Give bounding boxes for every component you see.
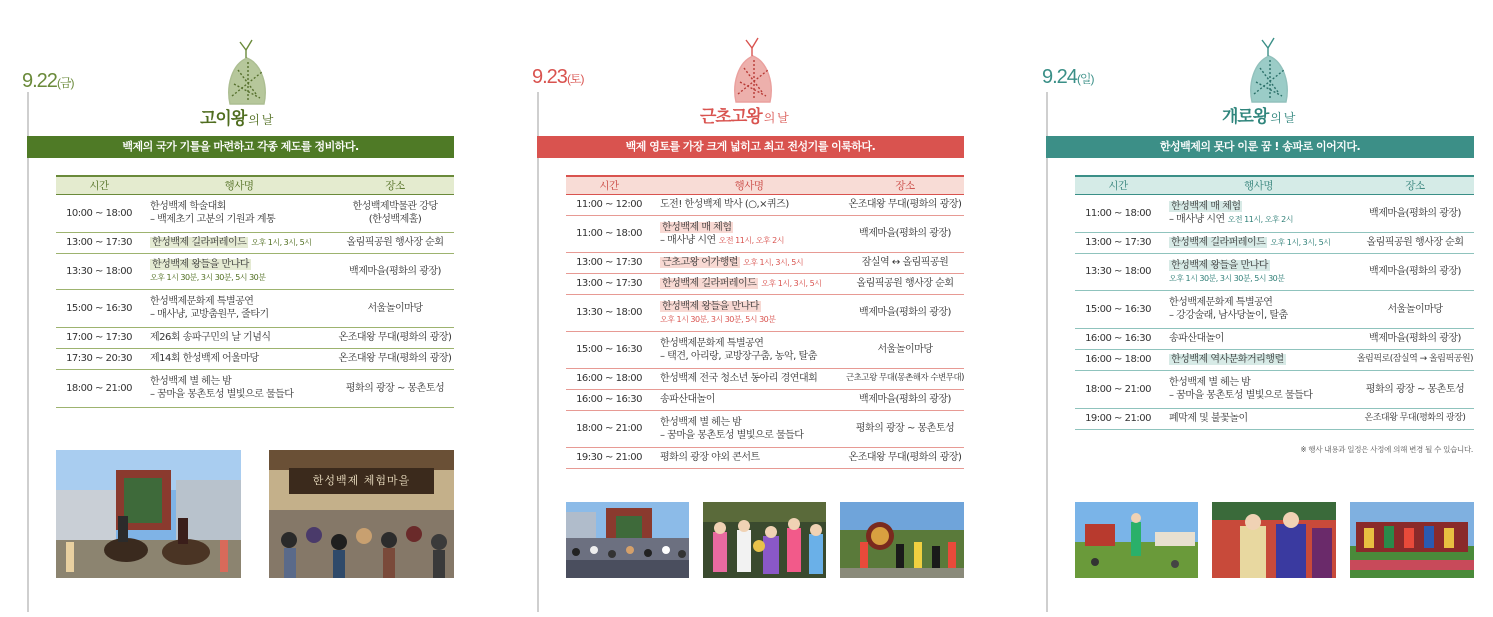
date-label: 9.22(금)	[22, 70, 74, 92]
date-label: 9.24(일)	[1042, 66, 1094, 88]
theme-banner: 한성백제의 못다 이룬 꿈 ! 송파로 이어지다.	[1046, 136, 1474, 158]
day-panel-2	[510, 0, 990, 617]
photo-parade-float	[1350, 502, 1474, 578]
header-place: 장소	[336, 176, 454, 194]
table-row: 13:30 ~ 18:00 한성백제 왕들을 만나다 오후 1시 30분, 3시 30분, 5시 30분 백제마을(평화의 광장)	[56, 253, 454, 289]
schedule-table	[1075, 175, 1474, 430]
photo-drum-parade	[840, 502, 964, 578]
photo-king-costume	[1212, 502, 1336, 578]
panel-rule	[27, 92, 29, 612]
photo-experience-village	[269, 450, 454, 578]
king-title: 고이왕 의 날	[200, 109, 273, 129]
photo-performer	[1075, 502, 1198, 578]
table-row: 18:00 ~ 21:00 한성백제 별 헤는 밤 – 꿈마을 몽촌토성 별빛으로 물들다 평화의 광장 ~ 몽촌토성	[56, 369, 454, 407]
table-row: 11:00 ~ 18:00 한성백제 매 체험 – 매사냥 시연 오전 11시, 오후 2시 백제마을(평화의 광장)	[566, 215, 964, 252]
theme-banner: 백제 영토를 가장 크게 넓히고 최고 전성기를 이룩하다.	[537, 136, 964, 158]
photo-dancers	[703, 502, 826, 578]
table-row: 11:00 ~ 18:00 한성백제 매 체험 – 매사냥 시연 오전 11시, 오후 2시 백제마을(평화의 광장)	[1075, 194, 1474, 232]
table-row: 13:00 ~ 17:30 한성백제 길라퍼레이드 오후 1시, 3시, 5시 올림픽공원 행사장 순회	[1075, 232, 1474, 253]
theme-banner: 백제의 국가 기틀을 마련하고 각종 제도를 정비하다.	[27, 136, 454, 158]
header-time: 시간	[566, 176, 652, 194]
table-row: 16:00 ~ 18:00 한성백제 역사문화거리행렬 올림픽로(잠실역 → 올림픽공원)	[1075, 349, 1474, 370]
king-title: 근초고왕 의 날	[700, 107, 788, 127]
header-place: 장소	[1356, 176, 1474, 194]
table-row: 13:00 ~ 17:30 한성백제 길라퍼레이드 오후 1시, 3시, 5시 올림픽공원 행사장 순회	[56, 232, 454, 253]
table-row: 13:00 ~ 17:30 근초고왕 어가행렬 오후 1시, 3시, 5시 잠실역 ↔ 올림픽공원	[566, 252, 964, 273]
table-row: 18:00 ~ 21:00 한성백제 별 헤는 밤 – 꿈마을 몽촌토성 별빛으로 물들다 평화의 광장 ~ 몽촌토성	[1075, 370, 1474, 408]
day-panel-1	[0, 0, 480, 617]
table-row: 17:30 ~ 20:30 제14회 한성백제 어울마당 온조대왕 무대(평화의 광장)	[56, 348, 454, 369]
header-event: 행사명	[1161, 176, 1356, 194]
photo-crowd-gate	[566, 502, 689, 578]
header-event: 행사명	[142, 176, 336, 194]
header-time: 시간	[1075, 176, 1161, 194]
table-row: 19:30 ~ 21:00 평화의 광장 야외 콘서트 온조대왕 무대(평화의 광장)	[566, 447, 964, 468]
table-row: 17:00 ~ 17:30 제26회 송파구민의 날 기념식 온조대왕 무대(평화의 광장)	[56, 327, 454, 348]
panel-rule	[1046, 92, 1048, 612]
table-row: 11:00 ~ 12:00 도전! 한성백제 박사 (○,×퀴즈) 온조대왕 무대(평화의 광장)	[566, 194, 964, 215]
king-title: 개로왕 의 날	[1222, 107, 1295, 127]
photo-horse-riders	[56, 450, 241, 578]
king-crown-icon	[724, 34, 782, 104]
table-row: 16:00 ~ 16:30 송파산대놀이 백제마을(평화의 광장)	[566, 389, 964, 410]
panel-rule	[537, 92, 539, 612]
table-row: 15:00 ~ 16:30 한성백제문화제 특별공연 – 강강술래, 남사당놀이, 탈춤 서울놀이마당	[1075, 290, 1474, 328]
schedule-table	[566, 175, 964, 469]
table-row: 15:00 ~ 16:30 한성백제문화제 특별공연 – 택견, 아리랑, 교방장구춤, 농악, 탈춤 서울놀이마당	[566, 331, 964, 368]
village-sign: 한성백제 체험마을	[312, 474, 411, 487]
table-row: 16:00 ~ 18:00 한성백제 전국 청소년 동아리 경연대회 근초고왕 무대(몽촌해자 수변무대)	[566, 368, 964, 389]
table-row: 15:00 ~ 16:30 한성백제문화제 특별공연 – 매사냥, 교방춤원무, 줄타기 서울놀이마당	[56, 289, 454, 327]
header-place: 장소	[846, 176, 964, 194]
table-row: 13:30 ~ 18:00 한성백제 왕들을 만나다 오후 1시 30분, 3시 30분, 5시 30분 백제마을(평화의 광장)	[1075, 253, 1474, 290]
day-panel-3	[1020, 0, 1493, 617]
table-row: 19:00 ~ 21:00 폐막제 및 불꽃놀이 온조대왕 무대(평화의 광장)	[1075, 408, 1474, 429]
table-row: 16:00 ~ 16:30 송파산대놀이 백제마을(평화의 광장)	[1075, 328, 1474, 349]
king-crown-icon	[218, 36, 276, 106]
schedule-table	[56, 175, 454, 408]
date-label: 9.23(토)	[532, 66, 584, 88]
table-row: 13:30 ~ 18:00 한성백제 왕들을 만나다 오후 1시 30분, 3시 30분, 5시 30분 백제마을(평화의 광장)	[566, 294, 964, 331]
table-row: 18:00 ~ 21:00 한성백제 별 헤는 밤 – 꿈마을 몽촌토성 별빛으로 물들다 평화의 광장 ~ 몽촌토성	[566, 410, 964, 447]
schedule-footnote: ※ 행사 내용과 일정은 사정에 의해 변경 될 수 있습니다.	[1300, 445, 1473, 454]
header-time: 시간	[56, 176, 142, 194]
header-event: 행사명	[652, 176, 846, 194]
table-row: 10:00 ~ 18:00 한성백제 학술대회 – 백제초기 고분의 기원과 계통 한성백제박물관 강당 (한성백제홀)	[56, 194, 454, 232]
table-row: 13:00 ~ 17:30 한성백제 길라퍼레이드 오후 1시, 3시, 5시 올림픽공원 행사장 순회	[566, 273, 964, 294]
king-crown-icon	[1240, 34, 1298, 104]
